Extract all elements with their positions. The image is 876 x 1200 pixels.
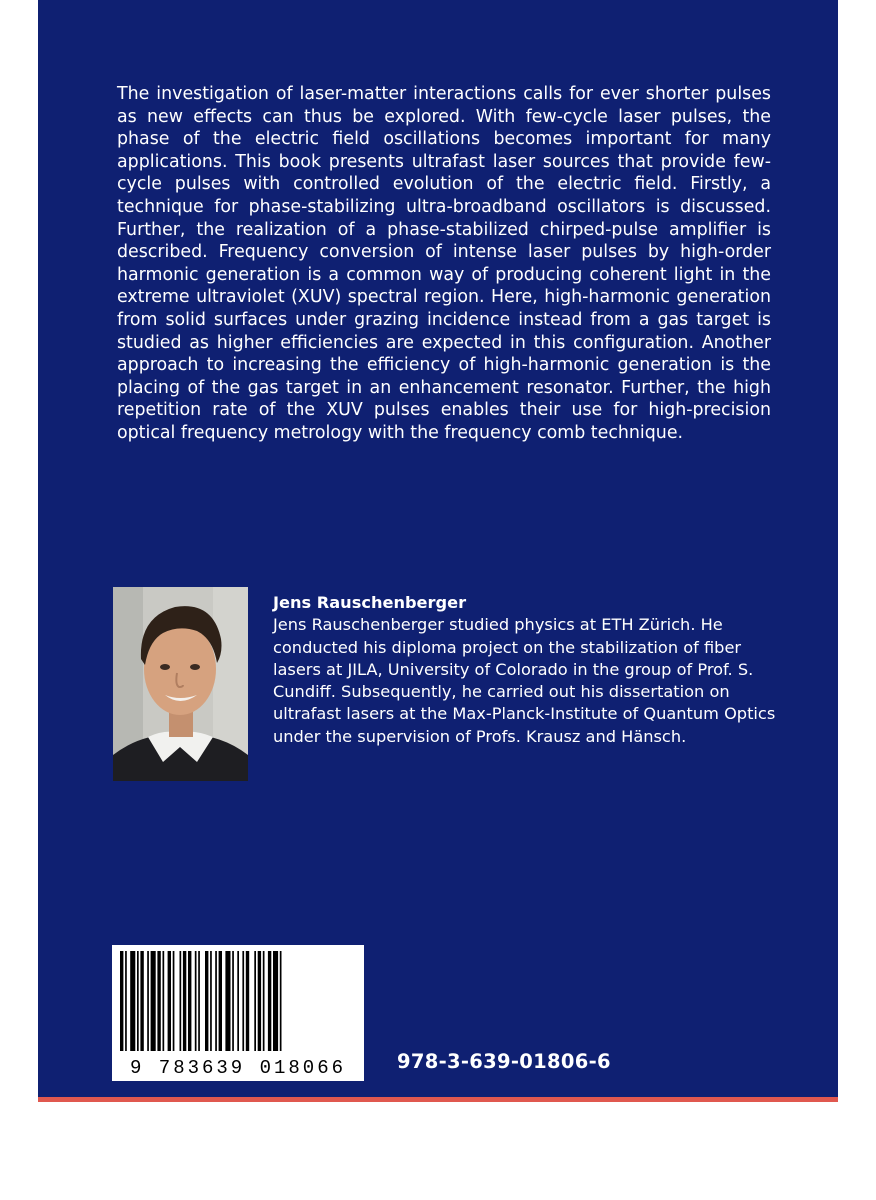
barcode-bar [157,951,160,1051]
barcode-bar [232,951,234,1051]
barcode-bar [163,951,165,1051]
barcode-bar [120,951,123,1051]
barcode-bar [147,951,149,1051]
barcode-bar [237,951,239,1051]
cover-bottom-stripe [38,1097,838,1102]
barcode-bar [268,951,271,1051]
barcode-bar [173,951,175,1051]
author-name: Jens Rauschenberger [273,593,467,612]
barcode-bar [263,951,265,1051]
book-description: The investigation of laser-matter interactions calls for ever shorter pulses as new effects can thus be explored. With few-cycle laser pulses, the phase of the electric field oscillations becomes important for many applications. This book presents ultrafast laser sources that provide few-cycle pulses with controlled evolution of the electric field. Firstly, a technique for phase-stabilizing ultra-broadband oscillators is discussed. Further, the realization of a phase-stabilized chirped-pulse amplifier is described. Frequency conversion of intense laser pulses by high-order harmonic generation is a common way of producing coherent light in the extreme ultraviolet (XUV) spectral region. Here, high-harmonic generation from solid surfaces under grazing incidence instead from a gas target is studied as higher efficiencies are expected in this configuration. Another approach to increasing the efficiency of high-harmonic generation is the placing of the gas target in an enhancement resonator. Further, the high repetition rate of the XUV pulses enables their use for high-precision optical frequency metrology with the frequency comb technique. [117,84,771,443]
barcode-bar [188,951,191,1051]
barcode-bar [225,951,230,1051]
barcode-bar [273,951,278,1051]
author-photo [113,587,248,781]
author-info [273,592,793,748]
barcode-bars [120,951,282,1051]
barcode-bar [254,951,256,1051]
barcode-bar [246,951,249,1051]
barcode-bar [130,951,135,1051]
barcode-bar [180,951,182,1051]
barcode-bar [210,951,212,1051]
barcode-bar [168,951,171,1051]
barcode-bar [205,951,208,1051]
barcode [112,945,364,1081]
barcode-bar [198,951,200,1051]
barcode-bar [183,951,186,1051]
barcode-bar [125,951,127,1051]
barcode-bar [195,951,197,1051]
barcode-bar [151,951,156,1051]
barcode-bar [280,951,282,1051]
barcode-digits: 9 783639 018066 [129,1057,347,1079]
barcode-bar [215,951,217,1051]
barcode-bar [219,951,222,1051]
author-bio: Jens Rauschenberger studied physics at ETH Zürich. He conducted his diploma project on the stabilization of fiber lasers at JILA, University of Colorado in the group of Prof. S. Cundiff. Subsequently, he carried out his dissertation on ultrafast lasers at the Max-Planck-Institute of Quantum Optics under the supervision of Profs. Krausz and Hänsch. [273,615,776,746]
barcode-bar [137,951,139,1051]
barcode-bar [242,951,244,1051]
barcode-bar [140,951,143,1051]
barcode-bar [258,951,261,1051]
isbn-number: 978-3-639-01806-6 [397,1050,611,1073]
